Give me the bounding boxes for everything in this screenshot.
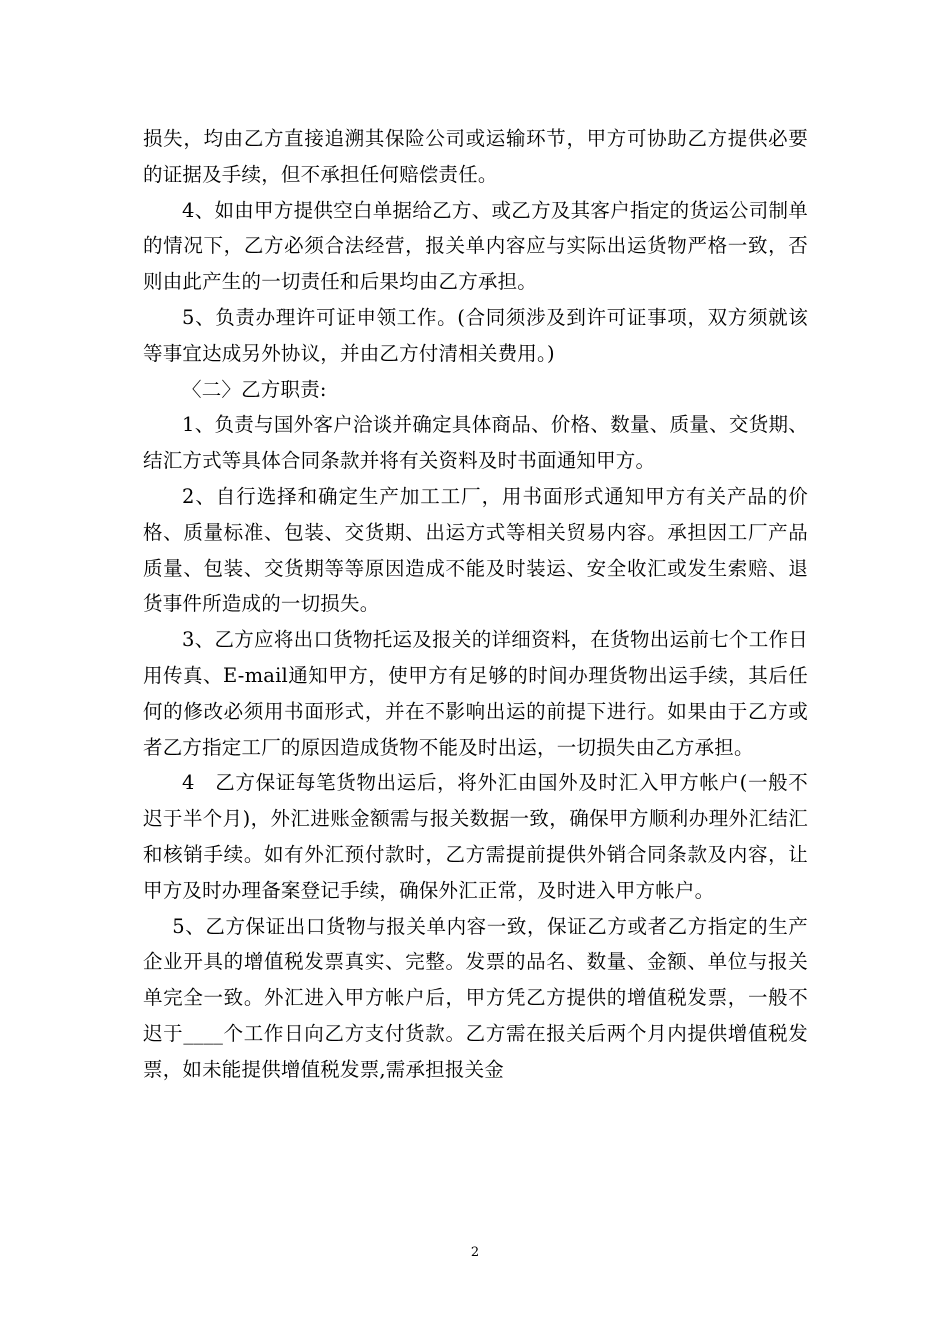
paragraph-clause-4: 4、如由甲方提供空白单据给乙方、或乙方及其客户指定的货运公司制单的情况下，乙方必须合法经营，报关单内容应与实际出运货物严格一致，否则由此产生的一切责任和后果均由乙方承担。 [143,198,808,294]
paragraph-continuation: 损失，均由乙方直接追溯其保险公司或运输环节，甲方可协助乙方提供必要的证据及手续，但不承担任何赔偿责任。 [143,127,808,186]
paragraph-b-clause-4: 4 乙方保证每笔货物出运后，将外汇由国外及时汇入甲方帐户(一般不迟于半个月)，外汇进账金额需与报关数据一致，确保甲方顺利办理外汇结汇和核销手续。如有外汇预付款时，乙方需提前提供外销合同条款及内容，让甲方及时办理备案登记手续，确保外汇正常，及时进入甲方帐户。 [143,771,808,902]
paragraph-clause-5: 5、负责办理许可证申领工作。(合同须涉及到许可证事项，双方须就该等事宜达成另外协议，并由乙方付清相关费用。) [143,305,808,365]
paragraph-b-clause-1: 1、负责与国外客户洽谈并确定具体商品、价格、数量、质量、交货期、结汇方式等具体合同条款并将有关资料及时书面通知甲方。 [143,413,808,473]
section-heading-party-b-duties: 〈二〉乙方职责: [182,377,327,401]
paragraph-b-clause-2: 2、自行选择和确定生产加工工厂，用书面形式通知甲方有关产品的价格、质量标准、包装、交货期、出运方式等相关贸易内容。承担因工厂产品质量、包装、交货期等等原因造成不能及时装运、安全收汇或发生索赔、退货事件所造成的一切损失。 [143,484,808,616]
paragraph-b-clause-5: 5、乙方保证出口货物与报关单内容一致，保证乙方或者乙方指定的生产企业开具的增值税发票真实、完整。发票的品名、数量、金额、单位与报关单完全一致。外汇进入甲方帐户后，甲方凭乙方提供的增值税发票，一般不迟于____个工作日向乙方支付货款。乙方需在报关后两个月内提供增值税发票，如未能提供增值税发票,需承担报关金 [143,914,808,1081]
document-body [143,121,808,1088]
page-number: 2 [470,1245,480,1260]
paragraph-b-clause-3: 3、乙方应将出口货物托运及报关的详细资料，在货物出运前七个工作日用传真、E-mail通知甲方，使甲方有足够的时间办理货物出运手续，其后任何的修改必须用书面形式，并在不影响出运的前提下进行。如果由于乙方或者乙方指定工厂的原因造成货物不能及时出运，一切损失由乙方承担。 [143,628,808,759]
